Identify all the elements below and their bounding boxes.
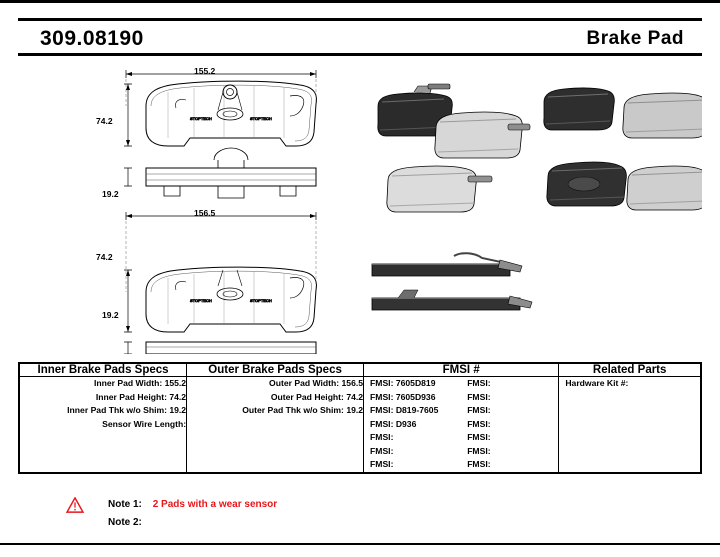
fmsi-left-2: FMSI: 7605D936 [370, 391, 436, 402]
notes-section [18, 495, 702, 543]
spec-outer-pad-width-label: Outer Pad Width: [269, 378, 340, 388]
spec-inner-pad-thickness-label: Inner Pad Thk w/o Shim: [67, 405, 167, 415]
spec-outer-pad-thickness [187, 404, 363, 418]
warning-icon [66, 497, 84, 513]
spec-inner-pad-thickness-value: 19.2 [169, 405, 187, 415]
spec-inner-pad-width [20, 377, 186, 391]
fmsi-right-6: FMSI: [467, 445, 491, 456]
cad-line-drawings [18, 62, 702, 354]
hardware-kit-line: Hardware Kit #: [565, 378, 629, 388]
outer-specs-cell [187, 377, 364, 473]
fmsi-left-4: FMSI: D936 [370, 418, 417, 429]
spec-sensor-wire-length [20, 418, 186, 432]
fmsi-row [364, 431, 558, 445]
svg-text:STOPTECH: STOPTECH [190, 116, 212, 121]
fmsi-right-5: FMSI: [467, 432, 491, 442]
spec-outer-pad-width-value: 156.5 [341, 378, 364, 388]
fmsi-left-1: FMSI: 7605D819 [370, 378, 436, 388]
svg-text:STOPTECH: STOPTECH [250, 298, 272, 303]
document-header [18, 18, 702, 56]
fmsi-left-6: FMSI: [370, 445, 394, 456]
fmsi-right-1: FMSI: [467, 378, 491, 388]
fmsi-row [364, 377, 558, 391]
column-header-related-parts: Related Parts [559, 363, 701, 377]
note-1-label: Note 1: [108, 499, 142, 510]
inner-specs-cell [19, 377, 187, 473]
fmsi-left-5: FMSI: [370, 432, 394, 442]
fmsi-right-2: FMSI: [467, 391, 491, 402]
spec-inner-pad-height [20, 391, 186, 405]
fmsi-right-3: FMSI: [467, 405, 491, 415]
table-header-row [19, 363, 701, 377]
technical-drawing-area [18, 62, 702, 354]
fmsi-row [364, 391, 558, 405]
spec-inner-pad-width-value: 155.2 [164, 378, 187, 388]
footer-rule [0, 543, 720, 545]
spec-outer-pad-height-value: 74.2 [346, 391, 364, 402]
specs-table [18, 362, 702, 474]
dim-inner-height-label: 74.2 [96, 116, 113, 126]
fmsi-row [364, 445, 558, 459]
svg-text:STOPTECH: STOPTECH [250, 116, 272, 121]
product-photos [372, 84, 702, 310]
spec-outer-pad-height-label: Outer Pad Height: [270, 391, 344, 402]
dim-outer-thickness-label: 19.2 [102, 310, 119, 320]
spec-inner-pad-thickness [20, 404, 186, 418]
column-header-inner-specs: Inner Brake Pads Specs [19, 363, 187, 377]
note-1-text: 2 Pads with a wear sensor [152, 499, 278, 510]
fmsi-left-7: FMSI: [370, 459, 394, 469]
fmsi-row [364, 418, 558, 432]
fmsi-left-3: FMSI: D819-7605 [370, 405, 439, 415]
fmsi-right-7: FMSI: [467, 459, 491, 469]
part-number: 309.08190 [40, 27, 144, 50]
note-2-label: Note 2: [108, 517, 142, 528]
table-body-row [19, 377, 701, 473]
spec-inner-pad-width-label: Inner Pad Width: [93, 378, 163, 388]
spec-outer-pad-width [187, 377, 363, 391]
dim-outer-width-label: 156.5 [194, 208, 216, 218]
spec-outer-pad-height [187, 391, 363, 405]
dim-inner-thickness-label: 19.2 [102, 189, 119, 199]
fmsi-row [364, 458, 558, 472]
note-1-row [108, 499, 277, 510]
spec-outer-pad-thickness-label: Outer Pad Thk w/o Shim: [242, 405, 344, 415]
spec-sensor-wire-length-label: Sensor Wire Length: [102, 418, 187, 429]
column-header-outer-specs: Outer Brake Pads Specs [187, 363, 364, 377]
fmsi-cell [364, 377, 559, 473]
dim-inner-width-label: 155.2 [194, 66, 216, 76]
spec-inner-pad-height-value: 74.2 [169, 391, 187, 402]
related-parts-cell [559, 377, 701, 473]
note-2-row [108, 517, 150, 528]
spec-outer-pad-thickness-value: 19.2 [346, 405, 364, 415]
column-header-fmsi: FMSI # [364, 363, 559, 377]
spec-inner-pad-height-label: Inner Pad Height: [95, 391, 167, 402]
fmsi-row [364, 404, 558, 418]
svg-text:STOPTECH: STOPTECH [190, 298, 212, 303]
dim-outer-height-label: 74.2 [96, 252, 113, 262]
top-rule [0, 0, 720, 3]
fmsi-right-4: FMSI: [467, 418, 491, 429]
page-title: Brake Pad [586, 28, 684, 49]
